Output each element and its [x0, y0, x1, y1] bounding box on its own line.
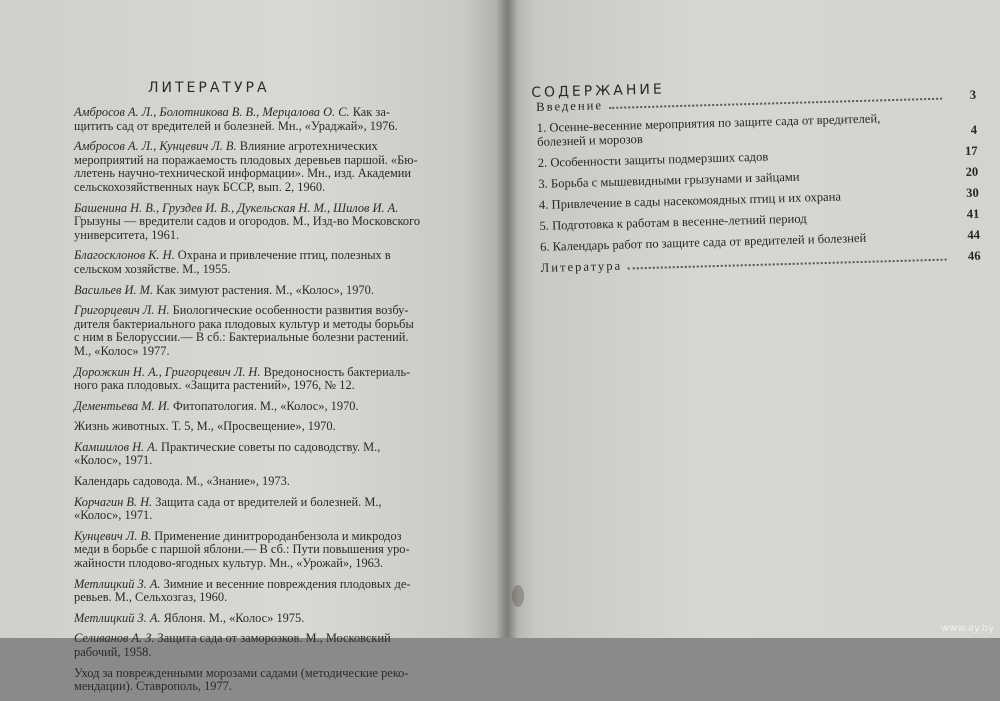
- entry-author: Благосклонов К. Н.: [74, 248, 175, 263]
- toc-label: 3. Борьба с мышевидными грызунами и зайцами: [538, 169, 800, 191]
- toc-page-number: 46: [967, 248, 981, 263]
- bibliography-entry: [74, 304, 484, 358]
- bibliography-entry: [74, 530, 484, 571]
- entry-author: Кунцевич Л. В.: [74, 528, 152, 543]
- toc-label: Введение: [536, 98, 604, 114]
- bibliography-list: [74, 106, 484, 701]
- toc-label: 4. Привлечение в сады насекомоядных птиц и их охрана: [538, 189, 842, 212]
- bibliography-entry: [74, 420, 484, 434]
- bibliography-entry: [74, 632, 484, 659]
- entry-author: Метлицкий З. А.: [74, 610, 161, 625]
- bibliography-entry: [74, 106, 484, 133]
- bibliography-entry: [74, 475, 484, 489]
- entry-author: Корчагин В. Н.: [74, 494, 153, 509]
- table-of-contents: [536, 88, 981, 282]
- bibliography-entry: [74, 400, 484, 414]
- toc-page-number: 4: [970, 122, 978, 137]
- entry-author: Камшилов Н. А.: [74, 439, 158, 454]
- toc-page-number: 3: [969, 87, 977, 102]
- watermark: www.ay.by: [941, 623, 994, 634]
- toc-row: [540, 249, 980, 275]
- entry-author: Григорцевич Л. Н.: [74, 303, 170, 318]
- toc-leader-dots: [628, 259, 946, 270]
- entry-text: Календарь садовода. М., «Знание», 1973.: [74, 474, 290, 489]
- entry-text: Биологические особенности развития возбу- дителя бактериального рака плодовых культур и методы борьбы с ним в Белоруссии.— В сб.: Бактериальные болезни растений. М., «Колос» 1977.: [74, 303, 414, 358]
- bibliography-entry: [74, 366, 484, 393]
- contents-heading: СОДЕРЖАНИЕ: [531, 81, 665, 101]
- entry-text: Вредоносность бактериаль- ного рака плодовых. «Защита растений», 1976, № 12.: [74, 364, 411, 393]
- entry-text: Охрана и привлечение птиц, полезных в сельском хозяйстве. М., 1955.: [74, 248, 391, 276]
- toc-row: [537, 109, 978, 149]
- entry-author: Васильев И. М.: [74, 282, 154, 297]
- toc-page-number: 41: [966, 206, 980, 222]
- entry-text: Защита сада от заморозков. М., Московский рабочий, 1958.: [74, 631, 391, 659]
- bibliography-entry: [74, 441, 484, 468]
- entry-text: Яблоня. М., «Колос» 1975.: [160, 610, 305, 625]
- toc-label: 1. Осенне-весенние мероприятия по защите сада от вредителей, болезней и морозов: [536, 111, 881, 149]
- entry-text: Зимние и весенние повреждения плодовых де- ревьев. М., Сельхозгаз, 1960.: [74, 576, 411, 605]
- literature-heading: ЛИТЕРАТУРА: [148, 80, 270, 96]
- entry-text: Фитопатология. М., «Колос», 1970.: [169, 398, 359, 413]
- entry-text: Влияние агротехнических мероприятий на поражаемость плодовых деревьев паршой. «Бю- ллетень научно-технической информации». Мн., изд. Академии сельскохозяйственных наук БССР, вып. 2, 1960.: [74, 139, 418, 194]
- toc-page-number: 20: [965, 164, 979, 180]
- toc-page-number: 30: [965, 185, 979, 201]
- toc-label: Литература: [540, 258, 623, 275]
- entry-author: Дорожкин Н. А., Григорцевич Л. Н.: [74, 364, 261, 379]
- bibliography-entry: [74, 202, 484, 243]
- bibliography-entry: [74, 578, 484, 605]
- book-gutter: [496, 0, 518, 638]
- entry-text: Жизнь животных. Т. 5, М., «Просвещение», 1970.: [74, 419, 336, 434]
- bibliography-entry: [74, 249, 484, 276]
- toc-page-number: 17: [964, 143, 978, 159]
- bibliography-entry: [74, 140, 484, 194]
- toc-label: 2. Особенности защиты подмерзших садов: [537, 149, 769, 170]
- entry-text: Как за- щитить сад от вредителей и болезней. Мн., «Ураджай», 1976.: [74, 105, 398, 133]
- toc-leader-dots: [609, 98, 942, 109]
- entry-author: Амбросов А. Л., Болотникова В. В., Мерцалова О. С.: [74, 105, 350, 119]
- entry-text: Как зимуют растения. М., «Колос», 1970.: [153, 282, 374, 297]
- entry-text: Практические советы по садоводству. М., «Колос», 1971.: [74, 439, 381, 468]
- bibliography-entry: [74, 667, 484, 694]
- entry-author: Башенина Н. В., Груздев И. В., Дукельская Н. М., Шилов И. А.: [74, 200, 399, 215]
- entry-author: Амбросов А. Л., Кунцевич Л. В.: [74, 139, 237, 154]
- entry-text: Грызуны — вредители садов и огородов. М., Изд-во Московского университета, 1961.: [74, 214, 421, 242]
- entry-author: Метлицкий З. А.: [74, 576, 161, 591]
- entry-text: Защита сада от вредителей и болезней. М., «Колос», 1971.: [74, 494, 382, 523]
- bibliography-entry: [74, 612, 484, 626]
- toc-label: 5. Подготовка к работам в весенне-летний период: [539, 211, 807, 233]
- toc-page-number: 44: [967, 227, 981, 243]
- toc-label: 6. Календарь работ по защите сада от вредителей и болезней: [539, 230, 867, 254]
- entry-author: Селиванов А. З.: [74, 631, 155, 646]
- entry-text: Уход за поврежденными морозами садами (методические реко- мендации). Ставрополь, 1977.: [74, 665, 409, 694]
- bibliography-entry: [74, 284, 484, 298]
- paper-stain: [512, 585, 524, 607]
- entry-text: Применение динитророданбензола и микродоз меди в борьбе с паршой яблони.— В сб.: Пути повышения уро- жайности плодово-ягодных культур. Мн., «Урожай», 1963.: [74, 528, 410, 571]
- entry-author: Дементьева М. И.: [74, 398, 170, 413]
- bibliography-entry: [74, 496, 484, 523]
